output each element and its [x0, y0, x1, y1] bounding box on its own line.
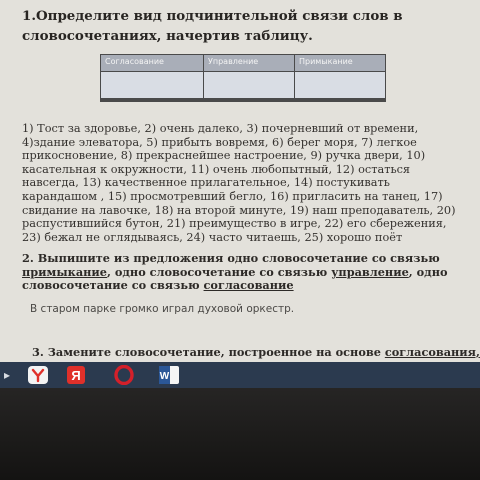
- term-government: управление: [331, 264, 409, 279]
- yandex-icon-letter: Я: [71, 368, 81, 383]
- task-2-text-1: 2. Выпишите из предложения одно словосочетание со связью: [22, 251, 440, 265]
- answer-table: [100, 54, 386, 102]
- word-icon-letter: W: [159, 371, 170, 382]
- table-header-agreement: Согласование: [101, 55, 203, 71]
- task-2-text-2: , одно словосочетание со связью: [107, 264, 332, 279]
- table-cell-government: [204, 72, 294, 98]
- table-header-adjunction: Примыкание: [295, 55, 385, 71]
- phrase-list: 1) Тост за здоровье, 2) очень далеко, 3) почерневший от времени, 4)здание элеватора, 5) прибыть вовремя, 6) берег моря, 7) легкое прикосновение, 8) прекраснейшее настроение, 9) ручка двери, 10) касательная к окружности, 11) очень любопытный, 12) остаться навсегда, 13) качественное прилагательное, 14) постукивать карандашом , 15) просмотревший бегло, 16) пригласить на танец, 17) свидание на лавочке, 18) на второй минуте, 19) наш преподаватель, 20) распустившийся бутон, 21) преимущество в игре, 22) его сбережения, 23) бежал не оглядываясь, 24) часто читаешь, 25) хорошо поёт: [22, 122, 456, 244]
- opera-icon[interactable]: [112, 365, 136, 385]
- word-icon[interactable]: [156, 365, 182, 385]
- taskbar-expand-arrow-icon[interactable]: ▸: [3, 368, 11, 382]
- yandex-browser-icon[interactable]: [26, 365, 50, 385]
- task-2-text-3: , одно словосочетание со связью: [22, 264, 448, 293]
- taskbar: [0, 362, 480, 388]
- task-1-heading: 1.Определите вид подчинительной связи слов в словосочетаниях, начертив таблицу.: [22, 8, 403, 44]
- monitor-bezel: [0, 388, 480, 480]
- term-agreement: согласование: [203, 278, 294, 293]
- yandex-icon[interactable]: [64, 365, 88, 385]
- task-2-sentence: В старом парке громко играл духовой оркестр.: [30, 303, 295, 315]
- table-header-government: Управление: [204, 55, 294, 71]
- task-3-text: 3. Замените словосочетание, построенное на основе: [32, 345, 385, 359]
- task-2-heading: [22, 252, 468, 293]
- table-cell-agreement: [101, 72, 203, 98]
- term-agreement-3: согласования,: [384, 345, 480, 359]
- term-adjunction: примыкание: [22, 264, 107, 279]
- task-3-heading: [32, 345, 480, 359]
- table-cell-adjunction: [295, 72, 385, 98]
